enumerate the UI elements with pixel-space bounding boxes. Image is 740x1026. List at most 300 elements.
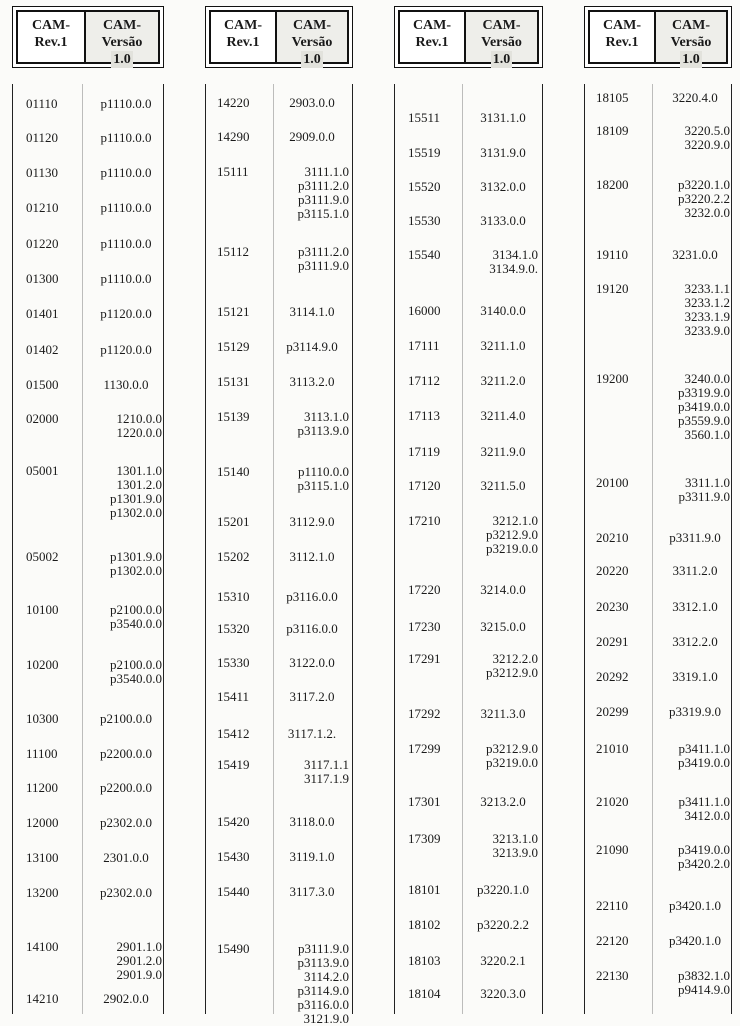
versao-code: 2902.0.0 <box>103 991 149 1006</box>
versao-values <box>275 165 349 221</box>
versao-code: p3420.1.0 <box>669 898 721 913</box>
versao-code: p3319.9.0 <box>678 385 730 400</box>
versao-code: p3116.0.0 <box>297 997 349 1012</box>
versao-code: 2903.0.0 <box>289 95 335 110</box>
column-divider <box>652 84 653 1014</box>
versao-values <box>90 97 162 111</box>
versao-code: p3311.9.0 <box>669 530 721 545</box>
versao-code: p3220.2.2 <box>678 191 730 206</box>
versao-code: 3213.9.0 <box>492 845 538 860</box>
versao-values <box>468 918 538 932</box>
versao-code: 3140.0.0 <box>480 303 526 318</box>
versao-values <box>90 747 162 761</box>
versao-values <box>275 515 349 529</box>
versao-values <box>468 180 538 194</box>
versao-code: p3116.0.0 <box>286 589 338 604</box>
versao-code: p3114.9.0 <box>297 983 349 998</box>
column-header-frame <box>16 10 160 67</box>
header-cam-versao-line2: Versão <box>481 35 522 50</box>
versao-code: 3213.2.0 <box>480 794 526 809</box>
versao-code: 3112.1.0 <box>289 549 335 564</box>
versao-values <box>90 781 162 795</box>
rev1-code: 17309 <box>408 831 441 846</box>
rev1-code: 22110 <box>596 898 629 913</box>
versao-values <box>468 409 538 423</box>
versao-code: 3220.5.0 <box>684 123 730 138</box>
rev1-code: 15131 <box>217 374 250 389</box>
versao-code: 3213.1.0 <box>492 831 538 846</box>
rev1-code: 01130 <box>26 165 59 180</box>
versao-code: 3134.9.0. <box>489 261 538 276</box>
versao-code: 2901.9.0 <box>116 967 162 982</box>
versao-code: 3211.1.0 <box>480 338 526 353</box>
versao-values <box>468 832 538 860</box>
versao-code: p3115.1.0 <box>297 478 349 493</box>
versao-values <box>468 583 538 597</box>
versao-values <box>90 851 162 865</box>
table-column-3 <box>394 0 543 1024</box>
versao-values <box>468 742 538 770</box>
versao-values <box>660 564 730 578</box>
rev1-code: 20291 <box>596 634 629 649</box>
versao-values <box>275 656 349 670</box>
versao-values <box>275 690 349 704</box>
versao-code: p3220.1.0 <box>477 882 529 897</box>
versao-code: 3117.3.0 <box>289 884 335 899</box>
versao-values <box>660 178 730 220</box>
versao-code: p2100.0.0 <box>110 602 162 617</box>
rev1-code: 15310 <box>217 589 250 604</box>
versao-code: 1220.0.0 <box>116 425 162 440</box>
versao-code: p1301.9.0 <box>110 549 162 564</box>
versao-values <box>468 304 538 318</box>
versao-code: 3240.0.0 <box>684 371 730 386</box>
versao-values <box>90 992 162 1006</box>
versao-code: 3312.2.0 <box>672 634 718 649</box>
versao-values <box>275 96 349 110</box>
versao-code: p3411.1.0 <box>678 741 730 756</box>
rev1-code: 17220 <box>408 582 441 597</box>
versao-values <box>90 201 162 215</box>
versao-values <box>660 969 730 997</box>
versao-values <box>275 942 349 1026</box>
versao-values <box>468 620 538 634</box>
rev1-code: 13200 <box>26 885 59 900</box>
versao-values <box>660 899 730 913</box>
versao-values <box>90 603 162 631</box>
versao-code: p3419.0.0 <box>678 842 730 857</box>
versao-code: 3121.9.0 <box>303 1011 349 1026</box>
rev1-code: 15111 <box>217 164 249 179</box>
versao-values <box>468 883 538 897</box>
rev1-code: 18200 <box>596 177 629 192</box>
versao-code: p1302.0.0 <box>110 505 162 520</box>
versao-code: p1110.0.0 <box>100 236 152 251</box>
column-header <box>12 6 164 68</box>
column-header-frame <box>209 10 349 67</box>
column-divider <box>273 84 274 1014</box>
rev1-code: 20230 <box>596 599 629 614</box>
rev1-code: 14290 <box>217 129 250 144</box>
versao-code: 3113.1.0 <box>303 409 349 424</box>
rev1-code: 15330 <box>217 655 250 670</box>
versao-values <box>275 465 349 493</box>
versao-values <box>660 372 730 442</box>
versao-code: p3411.1.0 <box>678 794 730 809</box>
header-cam-rev1 <box>211 12 277 62</box>
versao-code: p3219.0.0 <box>486 755 538 770</box>
versao-code: p1110.0.0 <box>100 271 152 286</box>
versao-values <box>275 550 349 564</box>
versao-code: p3832.1.0 <box>678 968 730 983</box>
header-cam-versao-line2: Versão <box>101 35 143 50</box>
versao-values <box>90 940 162 982</box>
versao-values <box>275 410 349 438</box>
rev1-code: 17301 <box>408 794 441 809</box>
versao-code: p2200.0.0 <box>100 780 152 795</box>
versao-values <box>468 111 538 125</box>
versao-code: p9414.9.0 <box>678 982 730 997</box>
versao-values <box>275 590 349 604</box>
rev1-code: 15540 <box>408 247 441 262</box>
rev1-code: 14100 <box>26 939 59 954</box>
column-header-frame <box>588 10 728 67</box>
rev1-code: 18101 <box>408 882 441 897</box>
versao-values <box>468 146 538 160</box>
column-divider <box>462 84 463 1014</box>
versao-values <box>275 340 349 354</box>
header-cam-versao-line3: 1.0 <box>303 52 321 67</box>
rev1-code: 15412 <box>217 726 250 741</box>
versao-values <box>660 934 730 948</box>
rev1-code: 10200 <box>26 657 59 672</box>
header-cam-versao <box>277 12 347 67</box>
versao-code: p3111.9.0 <box>297 941 349 956</box>
versao-code: 3211.3.0 <box>480 706 526 721</box>
rev1-code: 20220 <box>596 563 629 578</box>
rev1-code: 21090 <box>596 842 629 857</box>
rev1-code: 01220 <box>26 236 59 251</box>
versao-code: p3540.0.0 <box>110 616 162 631</box>
header-cam-rev1 <box>400 12 466 62</box>
versao-code: p3114.9.0 <box>286 339 338 354</box>
rev1-code: 22120 <box>596 933 629 948</box>
rev1-code: 15121 <box>217 304 250 319</box>
header-cam-rev1-line1: CAM- <box>31 18 71 33</box>
versao-code: p3111.2.0 <box>297 178 349 193</box>
versao-code: p2100.0.0 <box>110 657 162 672</box>
versao-code: 3220.9.0 <box>684 137 730 152</box>
versao-code: p3113.9.0 <box>297 955 349 970</box>
versao-code: p3116.0.0 <box>286 621 338 636</box>
header-cam-versao <box>466 12 537 67</box>
versao-values <box>468 248 538 276</box>
versao-values <box>275 375 349 389</box>
versao-code: 3560.1.0 <box>684 427 730 442</box>
versao-code: 2909.0.0 <box>289 129 335 144</box>
versao-code: p1120.0.0 <box>100 306 152 321</box>
header-cam-versao-line3: 1.0 <box>682 52 700 67</box>
rev1-code: 15129 <box>217 339 250 354</box>
versao-code: p3212.9.0 <box>486 527 538 542</box>
rev1-code: 17210 <box>408 513 441 528</box>
rev1-code: 15420 <box>217 814 250 829</box>
versao-values <box>275 727 349 741</box>
versao-code: 3311.2.0 <box>672 563 718 578</box>
versao-code: p3111.9.0 <box>297 192 349 207</box>
versao-code: 3212.1.0 <box>492 513 538 528</box>
versao-values <box>660 670 730 684</box>
rev1-code: 21020 <box>596 794 629 809</box>
versao-code: p3113.9.0 <box>297 423 349 438</box>
versao-values <box>90 378 162 392</box>
rev1-code: 15140 <box>217 464 250 479</box>
versao-values <box>275 815 349 829</box>
header-cam-rev1 <box>18 12 86 62</box>
header-cam-rev1-line1: CAM- <box>412 18 452 33</box>
header-cam-rev1-line1: CAM- <box>223 18 263 33</box>
rev1-code: 21010 <box>596 741 629 756</box>
versao-code: p1110.0.0 <box>100 165 152 180</box>
versao-code: p3419.0.0 <box>678 399 730 414</box>
rev1-code: 15139 <box>217 409 250 424</box>
versao-code: p3540.0.0 <box>110 671 162 686</box>
versao-values <box>660 124 730 152</box>
versao-values <box>660 795 730 823</box>
rev1-code: 20292 <box>596 669 629 684</box>
versao-code: p2200.0.0 <box>100 746 152 761</box>
versao-code: 3117.1.9 <box>303 771 349 786</box>
versao-code: 3220.4.0 <box>672 90 718 105</box>
versao-values <box>660 600 730 614</box>
rev1-code: 01300 <box>26 271 59 286</box>
rev1-code: 01401 <box>26 306 59 321</box>
rev1-code: 15411 <box>217 689 250 704</box>
versao-values <box>90 343 162 357</box>
versao-values <box>90 131 162 145</box>
versao-values <box>660 843 730 871</box>
rev1-code: 15520 <box>408 179 441 194</box>
table-column-4 <box>584 0 732 1024</box>
versao-values <box>468 514 538 556</box>
versao-code: 3211.4.0 <box>480 408 526 423</box>
versao-code: 3113.2.0 <box>289 374 335 389</box>
versao-values <box>90 307 162 321</box>
versao-code: 3220.3.0 <box>480 986 526 1001</box>
rev1-code: 17111 <box>408 338 440 353</box>
versao-values <box>468 479 538 493</box>
versao-values <box>660 635 730 649</box>
versao-code: 1130.0.0 <box>103 377 149 392</box>
versao-code: p3219.0.0 <box>486 541 538 556</box>
rev1-code: 01402 <box>26 342 59 357</box>
rev1-code: 18105 <box>596 90 629 105</box>
versao-code: 3118.0.0 <box>289 814 335 829</box>
versao-code: 3233.1.9 <box>684 309 730 324</box>
versao-code: 1301.1.0 <box>116 463 162 478</box>
versao-code: p1110.0.0 <box>100 130 152 145</box>
rev1-code: 15440 <box>217 884 250 899</box>
versao-code: 3233.9.0 <box>684 323 730 338</box>
rev1-code: 15112 <box>217 244 250 259</box>
rev1-code: 22130 <box>596 968 629 983</box>
versao-values <box>90 712 162 726</box>
versao-code: p2302.0.0 <box>100 885 152 900</box>
versao-code: 3114.1.0 <box>289 304 335 319</box>
versao-values <box>275 130 349 144</box>
header-cam-rev1-line2: Rev.1 <box>605 35 639 50</box>
versao-code: p1110.0.0 <box>100 96 152 111</box>
table-column-1 <box>12 0 164 1024</box>
versao-code: 3131.9.0 <box>480 145 526 160</box>
versao-values <box>660 742 730 770</box>
header-cam-versao <box>656 12 726 67</box>
column-header <box>394 6 543 68</box>
header-cam-versao-line1: CAM- <box>482 18 521 33</box>
versao-values <box>468 339 538 353</box>
rev1-code: 15530 <box>408 213 441 228</box>
versao-code: p1302.0.0 <box>110 563 162 578</box>
rev1-code: 10300 <box>26 711 59 726</box>
rev1-code: 20100 <box>596 475 629 490</box>
rev1-code: 19120 <box>596 281 629 296</box>
header-cam-rev1-line2: Rev.1 <box>415 35 449 50</box>
header-cam-rev1-line1: CAM- <box>602 18 642 33</box>
column-header <box>205 6 353 68</box>
versao-code: 3111.1.0 <box>304 164 349 179</box>
versao-code: p3111.2.0 <box>297 244 349 259</box>
versao-code: p3220.2.2 <box>477 917 529 932</box>
rev1-code: 01110 <box>26 96 58 111</box>
versao-code: 2901.2.0 <box>116 953 162 968</box>
versao-code: 3117.1.1 <box>303 757 349 772</box>
rev1-code: 15519 <box>408 145 441 160</box>
versao-values <box>90 816 162 830</box>
column-header-frame <box>398 10 539 67</box>
versao-values <box>275 885 349 899</box>
rev1-code: 14220 <box>217 95 250 110</box>
versao-code: p1301.9.0 <box>110 491 162 506</box>
versao-code: 3212.2.0 <box>492 651 538 666</box>
versao-code: p1120.0.0 <box>100 342 152 357</box>
header-cam-versao-line1: CAM- <box>102 18 142 33</box>
versao-values <box>468 707 538 721</box>
versao-values <box>275 622 349 636</box>
versao-values <box>275 758 349 786</box>
rev1-code: 16000 <box>408 303 441 318</box>
rev1-code: 17113 <box>408 408 441 423</box>
versao-code: 3211.5.0 <box>480 478 526 493</box>
versao-code: p3420.1.0 <box>669 933 721 948</box>
header-cam-rev1-line2: Rev.1 <box>34 35 68 50</box>
rev1-code: 17299 <box>408 741 441 756</box>
header-cam-versao <box>86 12 158 67</box>
versao-code: 3211.2.0 <box>480 373 526 388</box>
rev1-code: 15320 <box>217 621 250 636</box>
rev1-code: 18102 <box>408 917 441 932</box>
versao-code: p3559.9.0 <box>678 413 730 428</box>
rev1-code: 17230 <box>408 619 441 634</box>
column-divider <box>82 84 83 1014</box>
versao-code: 3232.0.0 <box>684 205 730 220</box>
rev1-code: 11200 <box>26 780 59 795</box>
rev1-code: 20210 <box>596 530 629 545</box>
rev1-code: 17119 <box>408 444 441 459</box>
versao-code: p3319.9.0 <box>669 704 721 719</box>
versao-values <box>90 886 162 900</box>
versao-code: 1301.2.0 <box>116 477 162 492</box>
versao-code: 3132.0.0 <box>480 179 526 194</box>
versao-values <box>468 954 538 968</box>
rev1-code: 11100 <box>26 746 58 761</box>
rev1-code: 15430 <box>217 849 250 864</box>
rev1-code: 18103 <box>408 953 441 968</box>
versao-code: 3233.1.2 <box>684 295 730 310</box>
versao-values <box>90 412 162 440</box>
versao-code: 3412.0.0 <box>684 808 730 823</box>
versao-code: p2302.0.0 <box>100 815 152 830</box>
rev1-code: 15201 <box>217 514 250 529</box>
header-cam-versao-line3: 1.0 <box>492 52 511 67</box>
rev1-code: 01120 <box>26 130 59 145</box>
versao-values <box>275 305 349 319</box>
versao-code: 3133.0.0 <box>480 213 526 228</box>
versao-code: 3122.0.0 <box>289 655 335 670</box>
header-cam-versao-line2: Versão <box>291 35 333 50</box>
versao-code: 2901.1.0 <box>116 939 162 954</box>
versao-code: 3233.1.1 <box>684 281 730 296</box>
rev1-code: 02000 <box>26 411 59 426</box>
versao-code: 3134.1.0 <box>492 247 538 262</box>
versao-values <box>468 374 538 388</box>
rev1-code: 05001 <box>26 463 59 478</box>
rev1-code: 15490 <box>217 941 250 956</box>
rev1-code: 05002 <box>26 549 59 564</box>
versao-values <box>275 850 349 864</box>
rev1-code: 13100 <box>26 850 59 865</box>
versao-code: p1110.0.0 <box>297 464 349 479</box>
versao-values <box>468 795 538 809</box>
versao-values <box>90 166 162 180</box>
versao-values <box>660 91 730 105</box>
rev1-code: 14210 <box>26 991 59 1006</box>
versao-code: 3117.2.0 <box>289 689 335 704</box>
column-body-frame <box>584 84 732 1014</box>
versao-code: p3311.9.0 <box>678 489 730 504</box>
rev1-code: 19200 <box>596 371 629 386</box>
versao-code: 3117.1.2. <box>287 726 337 741</box>
versao-code: 3215.0.0 <box>480 619 526 634</box>
versao-values <box>468 445 538 459</box>
rev1-code: 15419 <box>217 757 250 772</box>
versao-code: 3119.1.0 <box>289 849 335 864</box>
versao-values <box>468 987 538 1001</box>
versao-code: p1110.0.0 <box>100 200 152 215</box>
versao-code: 3319.1.0 <box>672 669 718 684</box>
versao-code: 3211.9.0 <box>480 444 526 459</box>
header-cam-versao-line1: CAM- <box>671 18 711 33</box>
versao-values <box>468 652 538 680</box>
column-header <box>584 6 732 68</box>
versao-code: 3312.1.0 <box>672 599 718 614</box>
rev1-code: 17292 <box>408 706 441 721</box>
rev1-code: 19110 <box>596 247 629 262</box>
versao-values <box>90 464 162 520</box>
versao-values <box>90 237 162 251</box>
rev1-code: 18109 <box>596 123 629 138</box>
rev1-code: 18104 <box>408 986 441 1001</box>
versao-values <box>660 531 730 545</box>
